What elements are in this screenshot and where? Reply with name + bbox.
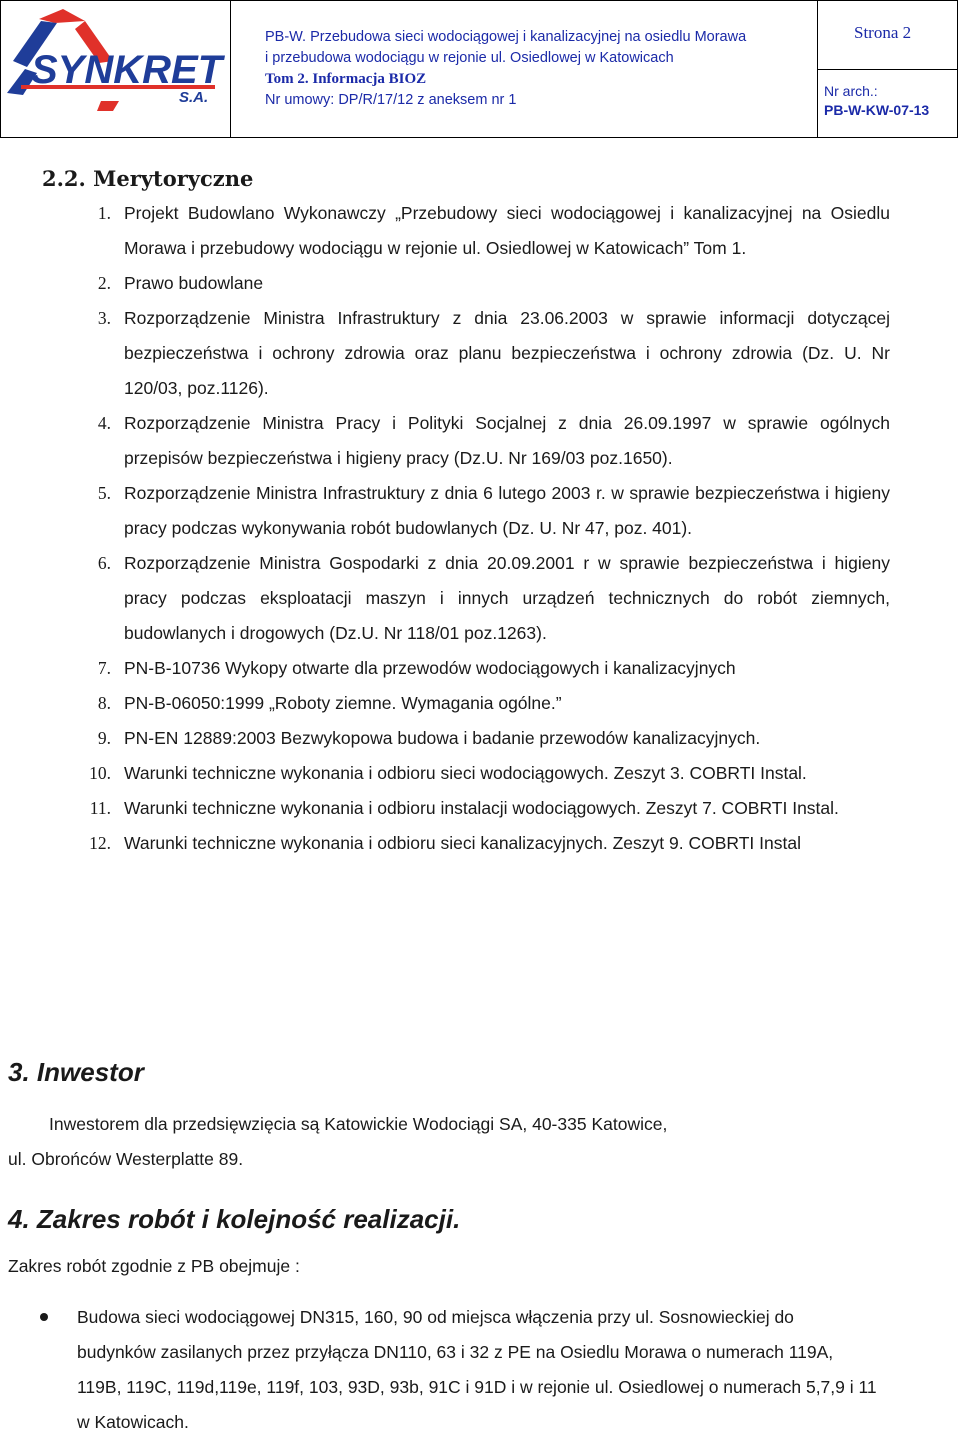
list-item-text: Warunki techniczne wykonania i odbioru sieci kanalizacyjnych. Zeszyt 9. COBRTI Instal bbox=[124, 833, 801, 853]
inwestor-line: Inwestorem dla przedsięwzięcia są Katowickie Wodociągi SA, 40-335 Katowice, bbox=[49, 1114, 668, 1134]
list-item-number: 2. bbox=[97, 273, 111, 293]
header-title-cell bbox=[231, 1, 818, 137]
svg-text:S.A.: S.A. bbox=[179, 89, 209, 106]
synkret-logo bbox=[1, 1, 231, 139]
list-item-number: 4. bbox=[97, 413, 111, 433]
section-heading-zakres: 4. Zakres robót i kolejność realizacji. bbox=[8, 1204, 461, 1234]
document-header bbox=[0, 0, 958, 138]
list-item-text: Rozporządzenie Ministra Gospodarki z dnia 20.09.2001 r w sprawie bezpieczeństwa i higieny pracy podczas eksploatacji maszyn i innych urządzeń technicznych do robót ziemnych, budowlanych i drogowych (Dz.U. Nr 118/01 poz.1263). bbox=[124, 553, 890, 643]
list-item-text: PN-EN 12889:2003 Bezwykopowa budowa i badanie przewodów kanalizacyjnych. bbox=[124, 728, 761, 748]
list-item-number: 3. bbox=[97, 308, 111, 328]
header-title bbox=[265, 27, 805, 111]
section-heading-inwestor: 3. Inwestor bbox=[8, 1057, 144, 1087]
arch-number: PB-W-KW-07-13 bbox=[824, 102, 930, 118]
inwestor-line: ul. Obrońców Westerplatte 89. bbox=[8, 1149, 244, 1169]
header-title-line: Tom 2. Informacja BIOZ bbox=[265, 71, 427, 87]
list-item-number: 6. bbox=[97, 553, 111, 573]
list-item-text: PN-B-10736 Wykopy otwarte dla przewodów wodociągowych i kanalizacyjnych bbox=[124, 658, 736, 678]
list-item-text: Rozporządzenie Ministra Pracy i Polityki Socjalnej z dnia 26.09.1997 w sprawie ogólnych przepisów bezpieczeństwa i higieny pracy (Dz.U. Nr 169/03 poz.1650). bbox=[124, 413, 890, 468]
bullet-icon bbox=[40, 1313, 48, 1321]
logo-cell bbox=[1, 1, 231, 137]
list-item-text: Prawo budowlane bbox=[124, 273, 264, 293]
bullet-text: Budowa sieci wodociągowej DN315, 160, 90 od miejsca włączenia przy ul. Sosnowieckiej do budynków zasilanych przez przyłącza DN110, 63 i 32 z PE na Osiedlu Morawa o numerach 119A, 119B, 119C, 119d,119e, 119f, 103, 93D, 93b, 91C i 91D i w rejonie ul. Osiedlowej o numerach 5,7,9 i 11 w Katowicach. bbox=[77, 1307, 877, 1432]
list-item bbox=[0, 756, 960, 791]
list-item-number: 12. bbox=[89, 833, 111, 853]
list-item-number: 9. bbox=[97, 728, 111, 748]
zakres-intro: Zakres robót zgodnie z PB obejmuje : bbox=[8, 1256, 300, 1276]
list-item-number: 11. bbox=[89, 798, 111, 818]
list-item bbox=[0, 826, 960, 861]
header-title-line: Nr umowy: DP/R/17/12 z aneksem nr 1 bbox=[265, 92, 517, 108]
references-list bbox=[0, 196, 960, 861]
arch-label: Nr arch.: bbox=[824, 83, 878, 99]
page-number: Strona 2 bbox=[854, 23, 912, 42]
list-item-text: Warunki techniczne wykonania i odbioru sieci wodociągowych. Zeszyt 3. COBRTI Instal. bbox=[124, 763, 807, 783]
header-title-line: PB-W. Przebudowa sieci wodociągowej i kanalizacyjnej na osiedlu Morawa bbox=[265, 29, 747, 45]
list-item bbox=[0, 476, 960, 546]
list-item bbox=[0, 651, 960, 686]
list-item-number: 1. bbox=[97, 203, 111, 223]
list-item-number: 5. bbox=[97, 483, 111, 503]
list-item bbox=[0, 196, 960, 266]
header-divider bbox=[818, 69, 957, 70]
list-item-text: Rozporządzenie Ministra Infrastruktury z dnia 6 lutego 2003 r. w sprawie bezpieczeństwa i higieny pracy podczas wykonywania robót budowlanych (Dz. U. Nr 47, poz. 401). bbox=[124, 483, 890, 538]
svg-text:SYNKRET: SYNKRET bbox=[31, 48, 223, 92]
list-item-number: 7. bbox=[97, 658, 111, 678]
list-item-text: Projekt Budowlano Wykonawczy „Przebudowy sieci wodociągowej i kanalizacyjnej na Osiedlu Morawa i przebudowy wodociągu w rejonie ul. Osiedlowej w Katowicach” Tom 1. bbox=[124, 203, 890, 258]
list-item-text: Rozporządzenie Ministra Infrastruktury z dnia 23.06.2003 w sprawie informacji dotyczącej bezpieczeństwa i ochrony zdrowia oraz planu bezpieczeństwa i ochrony zdrowia (Dz. U. Nr 120/03, poz.1126). bbox=[124, 308, 890, 398]
list-item bbox=[0, 406, 960, 476]
list-item bbox=[0, 266, 960, 301]
header-title-line: i przebudowa wodociągu w rejonie ul. Osiedlowej w Katowicach bbox=[265, 50, 674, 66]
header-page-cell bbox=[818, 1, 957, 137]
list-item bbox=[0, 721, 960, 756]
scope-bullet-list bbox=[0, 1300, 960, 1440]
list-item-number: 10. bbox=[89, 763, 111, 783]
list-item bbox=[0, 301, 960, 406]
list-item-number: 8. bbox=[97, 693, 111, 713]
list-item-text: PN-B-06050:1999 „Roboty ziemne. Wymagania ogólne.” bbox=[124, 693, 562, 713]
list-item bbox=[0, 1300, 960, 1440]
section-heading-merytoryczne: 2.2. Merytoryczne bbox=[42, 166, 254, 191]
inwestor-paragraph bbox=[8, 1107, 808, 1177]
list-item-text: Warunki techniczne wykonania i odbioru instalacji wodociągowych. Zeszyt 7. COBRTI Instal. bbox=[124, 798, 839, 818]
list-item bbox=[0, 791, 960, 826]
list-item bbox=[0, 546, 960, 651]
list-item bbox=[0, 686, 960, 721]
